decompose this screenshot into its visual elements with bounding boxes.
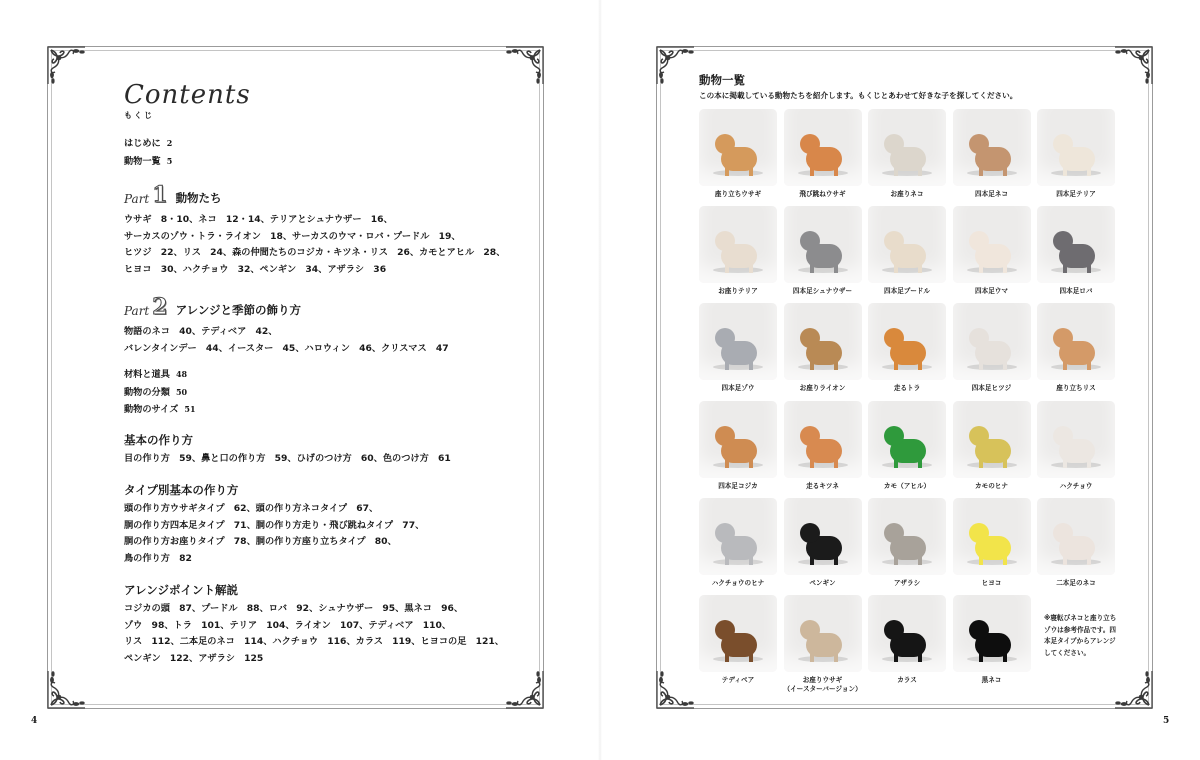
animal-photo (699, 401, 777, 478)
animal-tile[interactable] (868, 206, 946, 296)
types-section (124, 481, 524, 567)
toc-entry-label: はじめに (124, 138, 161, 149)
animal-caption (784, 676, 862, 694)
toc-entry[interactable]: 胴の作り方お座りタイプ 78、胴の作り方座り立ちタイプ 80、 (124, 536, 397, 547)
animal-figure-head (715, 620, 735, 640)
animal-figure-head (1053, 426, 1073, 446)
gallery-title: 動物一覧 (699, 73, 745, 87)
animal-photo (699, 303, 777, 380)
animal-photo (1037, 401, 1115, 478)
section-heading: 基本の作り方 (124, 432, 193, 447)
part-title: 動物たち (175, 191, 222, 205)
animal-tile[interactable] (1037, 109, 1115, 199)
animal-tile[interactable] (868, 109, 946, 199)
contents-title: Contents (124, 80, 251, 110)
animal-tile[interactable] (1037, 206, 1115, 296)
ornament-corner-icon (45, 667, 89, 711)
animal-figure-head (884, 523, 904, 543)
animal-caption: お座りテリア (718, 287, 758, 296)
animal-photo (699, 498, 777, 575)
toc-entry-label: 材料と道具 (124, 369, 170, 380)
materials-section (124, 366, 524, 419)
animal-tile[interactable] (1037, 303, 1115, 393)
animal-photo (1037, 206, 1115, 283)
gallery-description: この本に掲載している動物たちを紹介します。もくじとあわせて好きな子を探してください。 (699, 91, 1018, 100)
part2-heading (124, 296, 524, 318)
animal-photo (784, 206, 862, 283)
gallery-note: ※寝転びネコと座り立ちゾウは参考作品です。四本足タイプからアレンジしてください。 (1044, 614, 1117, 657)
toc-entry-page: 50 (175, 386, 188, 397)
animal-figure-head (969, 620, 989, 640)
ornament-corner-icon (502, 667, 546, 711)
animal-photo (868, 498, 946, 575)
animal-figure-head (969, 231, 989, 251)
animal-caption: アザラシ (893, 578, 921, 587)
part-number: 2 (152, 294, 168, 320)
book-gutter (598, 0, 602, 760)
animal-tile[interactable] (868, 595, 946, 685)
toc-entry[interactable]: 目の作り方 59、鼻と口の作り方 59、ひげのつけ方 60、色のつけ方 61 (124, 452, 451, 464)
animal-tile[interactable] (784, 206, 862, 296)
part1-section (124, 184, 524, 278)
toc-entry-label: 動物の分類 (124, 386, 170, 398)
toc-entry[interactable]: バレンタインデー 44、イースター 45、ハロウィン 46、クリスマス 47 (124, 342, 449, 354)
animal-caption: カモのヒナ (975, 481, 1008, 490)
animal-caption: 走るトラ (893, 384, 921, 393)
animal-tile[interactable] (868, 303, 946, 393)
animal-caption: カラス (897, 676, 917, 684)
animal-photo (953, 109, 1031, 186)
animal-tile[interactable] (953, 401, 1031, 491)
animal-figure-head (969, 328, 989, 348)
toc-entry[interactable]: ヒヨコ 30、ハクチョウ 32、ペンギン 34、アザラシ 36 (124, 263, 387, 275)
page-number-right: 5 (1163, 716, 1170, 726)
animal-tile[interactable] (1037, 498, 1115, 588)
animal-photo (784, 109, 862, 186)
animal-tile[interactable] (784, 595, 862, 694)
ornament-corner-icon (45, 44, 89, 88)
arrange-section (124, 581, 524, 667)
toc-entry[interactable]: ペンギン 122、アザラシ 125 (124, 652, 264, 664)
ornament-corner-icon (502, 44, 546, 88)
animal-figure-head (800, 426, 820, 446)
animal-tile[interactable] (953, 109, 1031, 199)
animal-photo (868, 401, 946, 478)
animal-caption: 四本足ウマ (975, 287, 1008, 296)
animal-tile[interactable] (699, 109, 777, 199)
toc-entry[interactable]: 胴の作り方四本足タイプ 71、胴の作り方走り・飛び跳ねタイプ 77、 (124, 519, 425, 531)
animal-tile[interactable] (699, 303, 777, 393)
part-number: 1 (152, 182, 168, 208)
animal-figure-head (715, 426, 735, 446)
animal-figure-head (884, 426, 904, 446)
animal-photo (699, 109, 777, 186)
toc-entry[interactable] (124, 153, 524, 171)
toc-entry[interactable] (124, 366, 524, 384)
animal-caption: ペンギン (809, 578, 836, 587)
animal-caption: お座りライオン (799, 384, 846, 393)
animal-caption: 飛び跳ねウサギ (799, 190, 846, 198)
animal-caption: 四本足ロバ (1059, 287, 1093, 296)
animal-figure-head (800, 620, 820, 640)
ornament-corner-icon (654, 44, 698, 88)
animal-tile[interactable] (784, 109, 862, 199)
animal-caption: カモ（アヒル） (883, 481, 931, 490)
ornament-corner-icon (1111, 667, 1155, 711)
animal-caption: 走るキツネ (806, 481, 839, 490)
animal-photo (868, 595, 946, 672)
toc-entry[interactable] (124, 401, 524, 419)
animal-photo (1037, 109, 1115, 186)
animal-figure-head (884, 134, 904, 154)
animal-figure-head (715, 523, 735, 543)
animal-tile[interactable] (699, 595, 777, 685)
part-label: Part (124, 304, 150, 318)
part-title: アレンジと季節の飾り方 (175, 303, 302, 317)
animal-photo (699, 206, 777, 283)
animal-caption-line: お座りウサギ (802, 676, 843, 684)
animal-figure-head (969, 523, 989, 543)
animal-caption: 四本足ゾウ (721, 384, 755, 393)
animal-tile[interactable] (868, 498, 946, 588)
toc-entry[interactable]: ウサギ 8・10、ネコ 12・14、テリアとシュナウザー 16、 (124, 214, 393, 225)
table-of-contents (124, 80, 524, 667)
animal-figure-head (969, 134, 989, 154)
animal-tile[interactable] (699, 206, 777, 296)
animal-figure-head (969, 426, 989, 446)
animal-tile[interactable] (1037, 401, 1115, 491)
contents-subtitle: もくじ (124, 111, 154, 120)
animal-photo (868, 206, 946, 283)
animal-tile[interactable] (699, 498, 777, 588)
animal-photo (868, 109, 946, 186)
animal-caption: ハクチョウのヒナ (711, 578, 765, 587)
animal-tile[interactable] (784, 498, 862, 588)
animal-photo (953, 401, 1031, 478)
toc-entry[interactable]: ゾウ 98、トラ 101、テリア 104、ライオン 107、テディベア 110、 (124, 619, 452, 631)
animal-caption: 四本足コジカ (718, 481, 758, 490)
animal-tile[interactable] (953, 595, 1031, 685)
section-heading: タイプ別基本の作り方 (124, 483, 239, 497)
animal-tile[interactable] (699, 401, 777, 491)
toc-entry[interactable]: 頭の作り方ウサギタイプ 62、頭の作り方ネコタイプ 67、 (124, 503, 379, 514)
page-number-left: 4 (31, 716, 38, 726)
toc-entry[interactable]: 物語のネコ 40、テディベア 42、 (124, 326, 278, 337)
animal-caption: 二本足のネコ (1056, 578, 1096, 587)
toc-entry[interactable]: サーカスのゾウ・トラ・ライオン 18、サーカスのウマ・ロバ・プードル 19、 (124, 230, 461, 242)
animal-figure-head (1053, 523, 1073, 543)
toc-entry[interactable]: ヒツジ 22、リス 24、森の仲間たちのコジカ・キツネ・リス 26、カモとアヒル 28、 (124, 247, 506, 258)
animal-caption: 座り立ちリス (1056, 384, 1096, 393)
animal-caption: 四本足ネコ (975, 190, 1008, 198)
animal-figure-head (1053, 134, 1073, 154)
animal-figure-head (800, 134, 820, 154)
animal-figure-head (800, 328, 820, 348)
animal-photo (1037, 498, 1115, 575)
toc-entry-label: 動物一覧 (124, 155, 161, 167)
animal-caption: 座り立ちウサギ (714, 190, 762, 198)
animal-tile[interactable] (784, 401, 862, 491)
part-label: Part (124, 192, 150, 206)
part1-heading (124, 184, 524, 206)
toc-entry-label: 動物のサイズ (124, 404, 179, 415)
toc-entry-page: 2 (166, 138, 173, 148)
animal-caption: ヒヨコ (981, 578, 1002, 587)
animal-photo (784, 401, 862, 478)
animal-photo (784, 595, 862, 672)
animal-photo (1037, 303, 1115, 380)
animal-figure-head (715, 134, 735, 154)
basics-section (124, 431, 524, 468)
animal-caption-line: （イースターバージョン） (783, 685, 862, 693)
animal-caption: お座りネコ (890, 190, 924, 198)
animal-tile[interactable] (784, 303, 862, 393)
animal-tile[interactable] (868, 401, 946, 491)
animal-caption: 四本足ヒツジ (971, 384, 1012, 393)
animal-figure-head (800, 523, 820, 543)
part2-section (124, 296, 524, 357)
animal-caption: ハクチョウ (1059, 481, 1093, 490)
toc-entry[interactable]: コジカの頭 87、プードル 88、ロバ 92、シュナウザー 95、黒ネコ 96、 (124, 603, 464, 614)
animal-tile[interactable] (953, 303, 1031, 393)
animal-photo (953, 595, 1031, 672)
animal-photo (953, 206, 1031, 283)
animal-caption: テディベア (721, 676, 755, 684)
section-heading: アレンジポイント解説 (124, 583, 238, 597)
animal-caption: 黒ネコ (981, 676, 1002, 684)
toc-entry[interactable] (124, 384, 524, 402)
animal-tile[interactable] (953, 206, 1031, 296)
toc-entry[interactable]: 鳥の作り方 82 (124, 552, 192, 564)
animal-caption: 四本足プードル (884, 287, 930, 296)
ornament-corner-icon (1111, 44, 1155, 88)
animal-photo (953, 498, 1031, 575)
animal-photo (784, 303, 862, 380)
animal-caption: 四本足シュナウザー (792, 287, 853, 296)
animal-photo (784, 498, 862, 575)
animal-caption: 四本足テリア (1056, 190, 1096, 198)
toc-entry-page: 48 (175, 369, 188, 379)
animal-figure-head (884, 620, 904, 640)
toc-entry-page: 5 (166, 155, 173, 166)
animal-figure-head (800, 231, 820, 251)
animal-photo (868, 303, 946, 380)
animal-photo (699, 595, 777, 672)
toc-entry[interactable] (124, 135, 524, 153)
animal-photo (953, 303, 1031, 380)
toc-entry-page: 51 (184, 404, 196, 414)
toc-entry[interactable]: リス 112、二本足のネコ 114、ハクチョウ 116、カラス 119、ヒヨコの足 121、 (124, 636, 504, 647)
animal-tile[interactable] (953, 498, 1031, 588)
ornament-corner-icon (654, 667, 698, 711)
